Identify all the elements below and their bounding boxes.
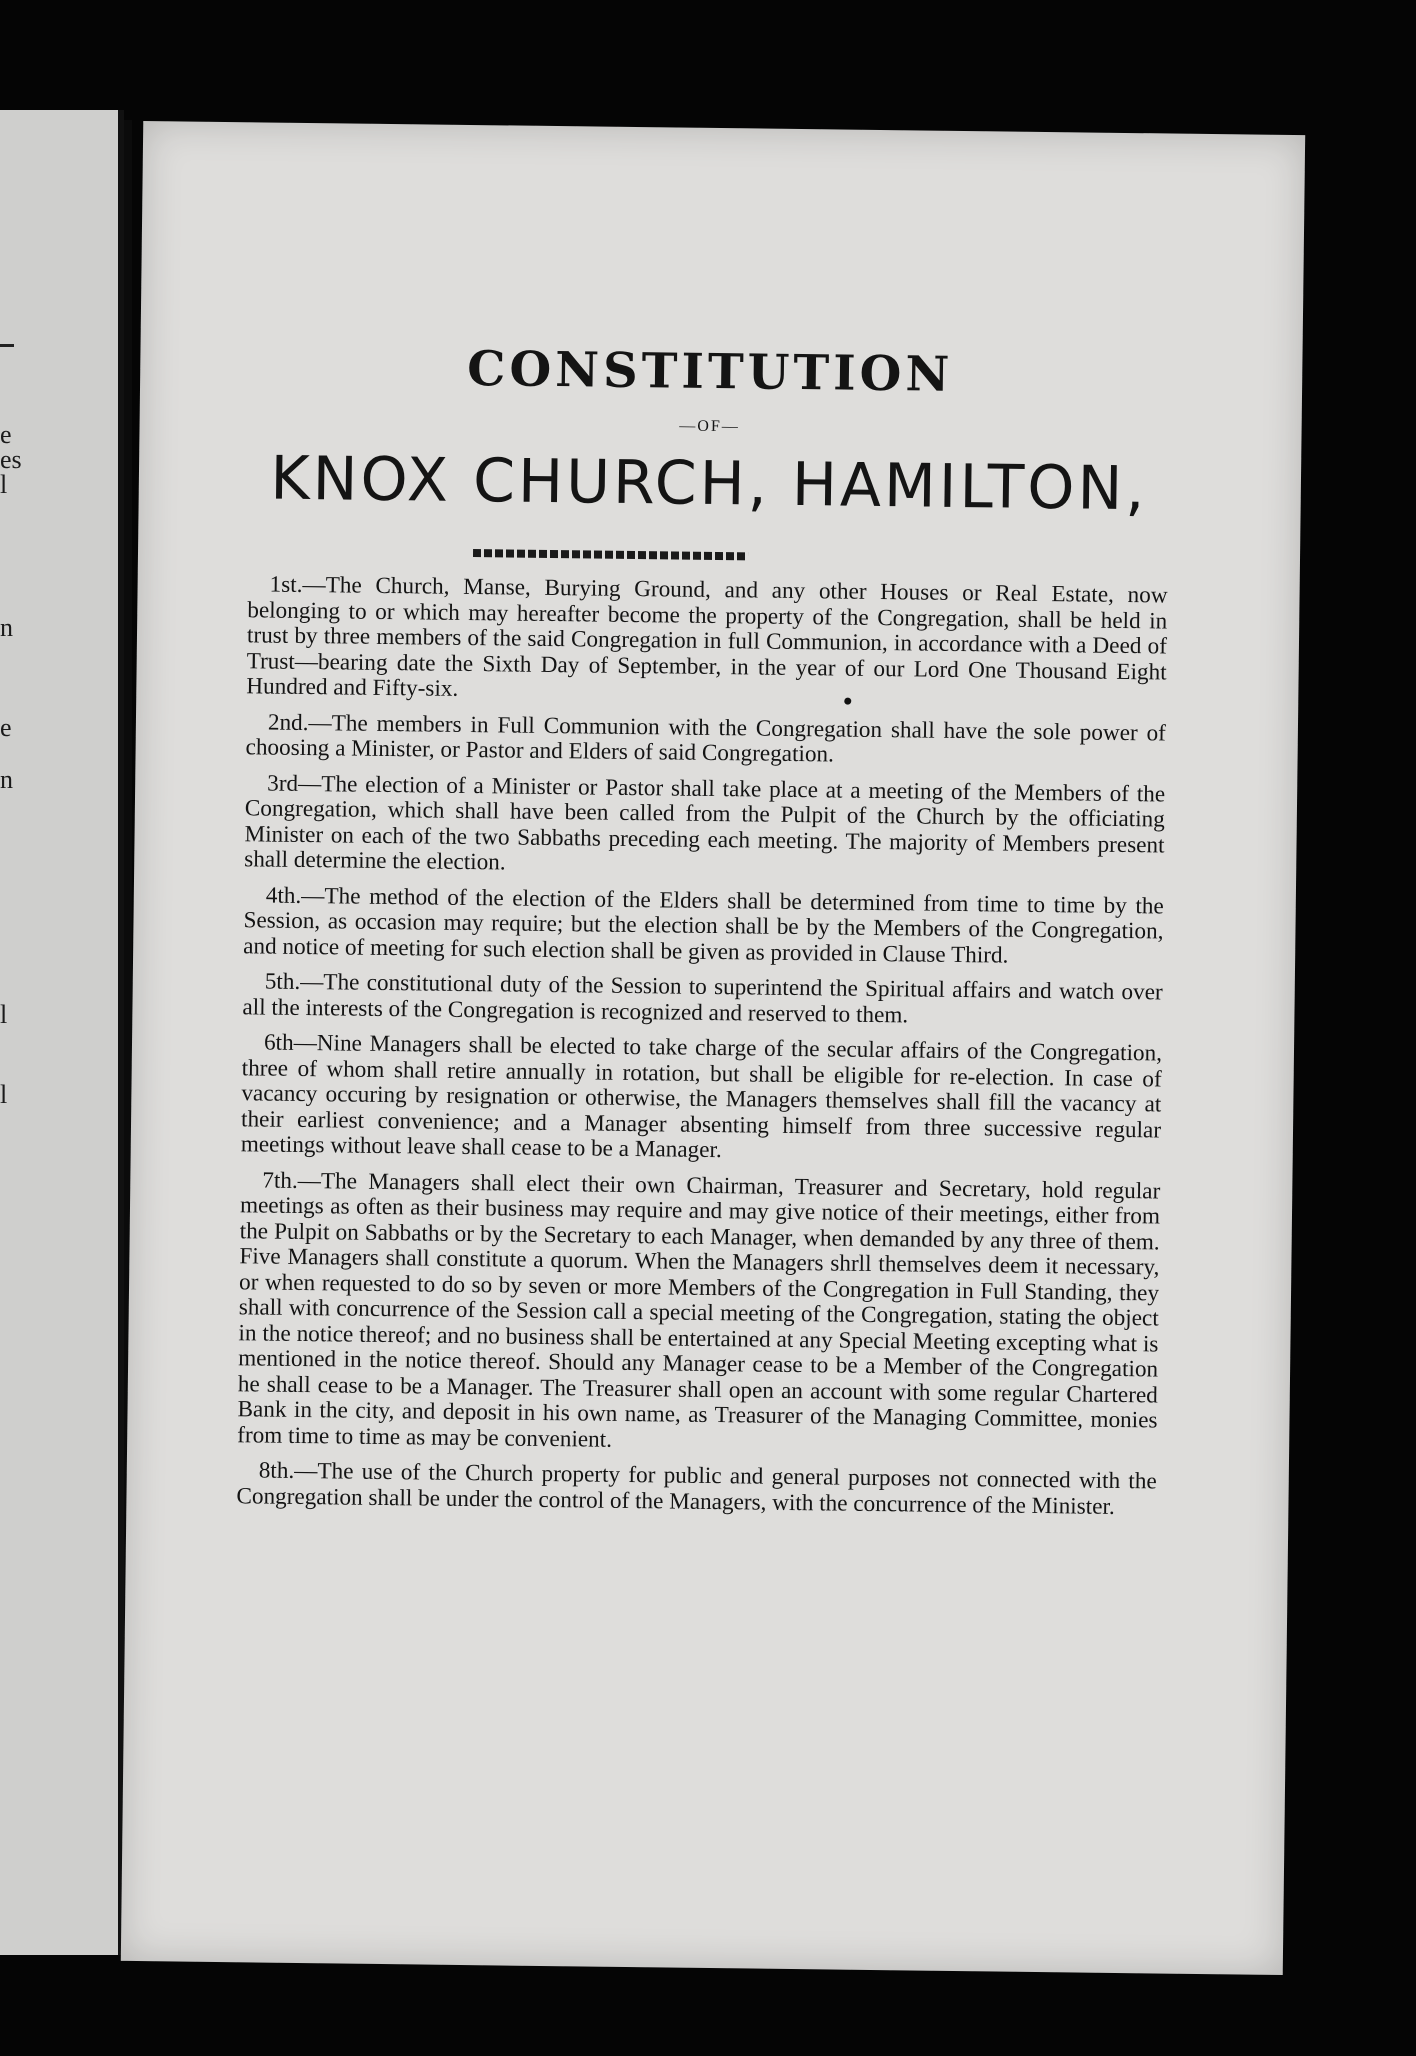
clause-5th: 5th.—The constitutional duty of the Session to superintend the Spiritual affairs and watch over all the interests of the Congregation is recognized and reserved to them.: [242, 968, 1163, 1028]
page-content: [236, 342, 1170, 1530]
title-connector: —OF—: [679, 417, 740, 436]
left-page-fragment: l: [0, 1000, 8, 1029]
clause-7th: 7th.—The Managers shall elect their own Chairman, Treasurer and Secretary, hold regular meetings as often as their business may require and may give notice of their meetings, either from the Pulpit on Sabbaths or by the Secretary to each Manager, when demanded by any three of them. Five Managers shall constitute a quorum. When the Managers shrll themselves deem it necessary, or when requested to do so by seven or more Members of the Congregation in Full Standing, they shall with concurrence of the Session call a special meeting of the Congregation, stating the object in the notice thereof; and no business shall be entertained at any Special Meeting excepting what is mentioned in the notice thereof. Should any Manager cease to be a Member of the Congregation he shall cease to be a Manager. The Treasurer shall open an account with some regular Chartered Bank in the city, and deposit in his own name, as Treasurer of the Managing Committee, monies from time to time as may be convenient.: [237, 1167, 1161, 1453]
clause-8th: 8th.—The use of the Church property for public and general purposes not connected with the Congregation shall be under the control of the Managers, with the concurrence of the Minister.: [236, 1457, 1157, 1520]
left-page-fragment: e: [0, 420, 12, 449]
ornamental-rule: [473, 549, 748, 560]
clause-6th: 6th—Nine Managers shall be elected to take charge of the secular affairs of the Congregation, three of whom shall retire annually in rotation, but shall be eligible for re-election. In case of vacancy occuring by resignation or otherwise, the Managers themselves shall fill the vacancy at their earliest convenience; and a Manager absenting himself from three successive regular meetings without leave shall cease to be a Manager.: [240, 1029, 1163, 1164]
clause-4th: 4th.—The method of the election of the Elders shall be determined from time to time by the Session, as occasion may require; but the election shall be by the Members of the Congregation, and notice of meeting for such election shall be given as provided in Clause Third.: [243, 882, 1164, 969]
left-page-rule: [0, 344, 14, 347]
clause-3rd: 3rd—The election of a Minister or Pastor shall take place at a meeting of the Members of the Congregation, which shall have been called from the Pulpit of the Church by the officiating Minister on each of the two Sabbaths preceding each meeting. The majority of Members present shall determine the election.: [244, 770, 1166, 876]
left-page-fragment: n: [0, 765, 13, 794]
document-page: [121, 121, 1305, 1975]
clause-2nd: 2nd.—The members in Full Communion with the Congregation shall have the sole power of choosing a Minister, or Pastor and Elders of said Congregation.: [245, 709, 1167, 768]
clause-1st: 1st.—The Church, Manse, Burying Ground, and any other Houses or Real Estate, now belonging to or which may hereafter become the property of the Congregation, shall be held in trust by three members of the said Congregation in full Communion, in accordance with a Deed of Trust—bearing date the Sixth Day of September, in the year of our Lord One Thousand Eight Hundred and Fifty-six.: [246, 571, 1168, 702]
left-page-fragment: l: [0, 470, 8, 499]
clauses: [236, 572, 1167, 1520]
left-page-fragment: es: [0, 445, 22, 474]
left-page-fragment: n: [0, 613, 13, 642]
ornament-dot: [844, 698, 851, 705]
left-page-fragment: e: [0, 713, 12, 742]
church-name: KNOX CHURCH, HAMILTON,: [269, 443, 1148, 525]
left-page-edge: [0, 110, 124, 1955]
left-page-fragment: l: [0, 1080, 8, 1109]
document-title: CONSTITUTION: [466, 340, 954, 403]
